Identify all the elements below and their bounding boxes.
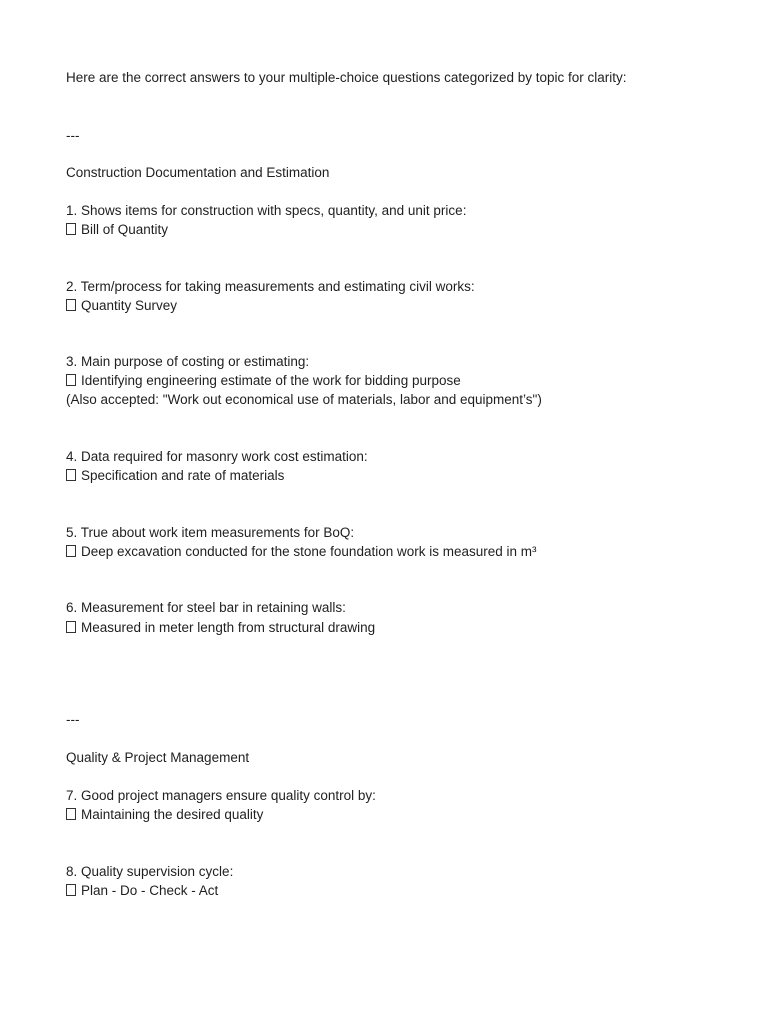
answer-line [66,805,263,824]
question-text: 2. Term/process for taking measurements and estimating civil works: [66,279,475,294]
answer-line [66,371,461,390]
answer-note: (Also accepted: "Work out economical use of materials, labor and equipment’s") [66,392,542,407]
section-separator: --- [66,128,80,143]
answer-text: Bill of Quantity [81,222,169,237]
answer-line [66,618,375,637]
answer-text: Measured in meter length from structural drawing [81,620,376,635]
answer-text: Plan - Do - Check - Act [81,883,219,898]
checkbox-icon [66,884,76,896]
question-text: 4. Data required for masonry work cost estimation: [66,449,368,464]
question-text: 1. Shows items for construction with specs, quantity, and unit price: [66,203,467,218]
answer-text: Quantity Survey [81,298,178,313]
answer-line [66,542,537,561]
question-text: 7. Good project managers ensure quality control by: [66,788,376,803]
checkbox-icon [66,374,76,386]
answer-line [66,881,218,900]
question-text: 5. True about work item measurements for BoQ: [66,525,355,540]
checkbox-icon [66,299,76,311]
section-separator: --- [66,712,80,727]
question-text: 8. Quality supervision cycle: [66,864,234,879]
answer-text: Deep excavation conducted for the stone foundation work is measured in m³ [81,544,537,559]
answer-text: Specification and rate of materials [81,468,285,483]
checkbox-icon [66,469,76,481]
answer-line [66,466,284,485]
checkbox-icon [66,545,76,557]
intro-text: Here are the correct answers to your multiple-choice questions categorized by topic for clarity: [66,70,627,85]
answer-line [66,220,168,239]
checkbox-icon [66,621,76,633]
answer-text: Identifying engineering estimate of the work for bidding purpose [81,373,461,388]
answer-text: Maintaining the desired quality [81,807,264,822]
section-title: Construction Documentation and Estimation [66,165,330,180]
checkbox-icon [66,808,76,820]
checkbox-icon [66,223,76,235]
question-text: 3. Main purpose of costing or estimating: [66,354,310,369]
section-title: Quality & Project Management [66,750,250,765]
answer-line [66,296,177,315]
question-text: 6. Measurement for steel bar in retaining walls: [66,600,346,615]
